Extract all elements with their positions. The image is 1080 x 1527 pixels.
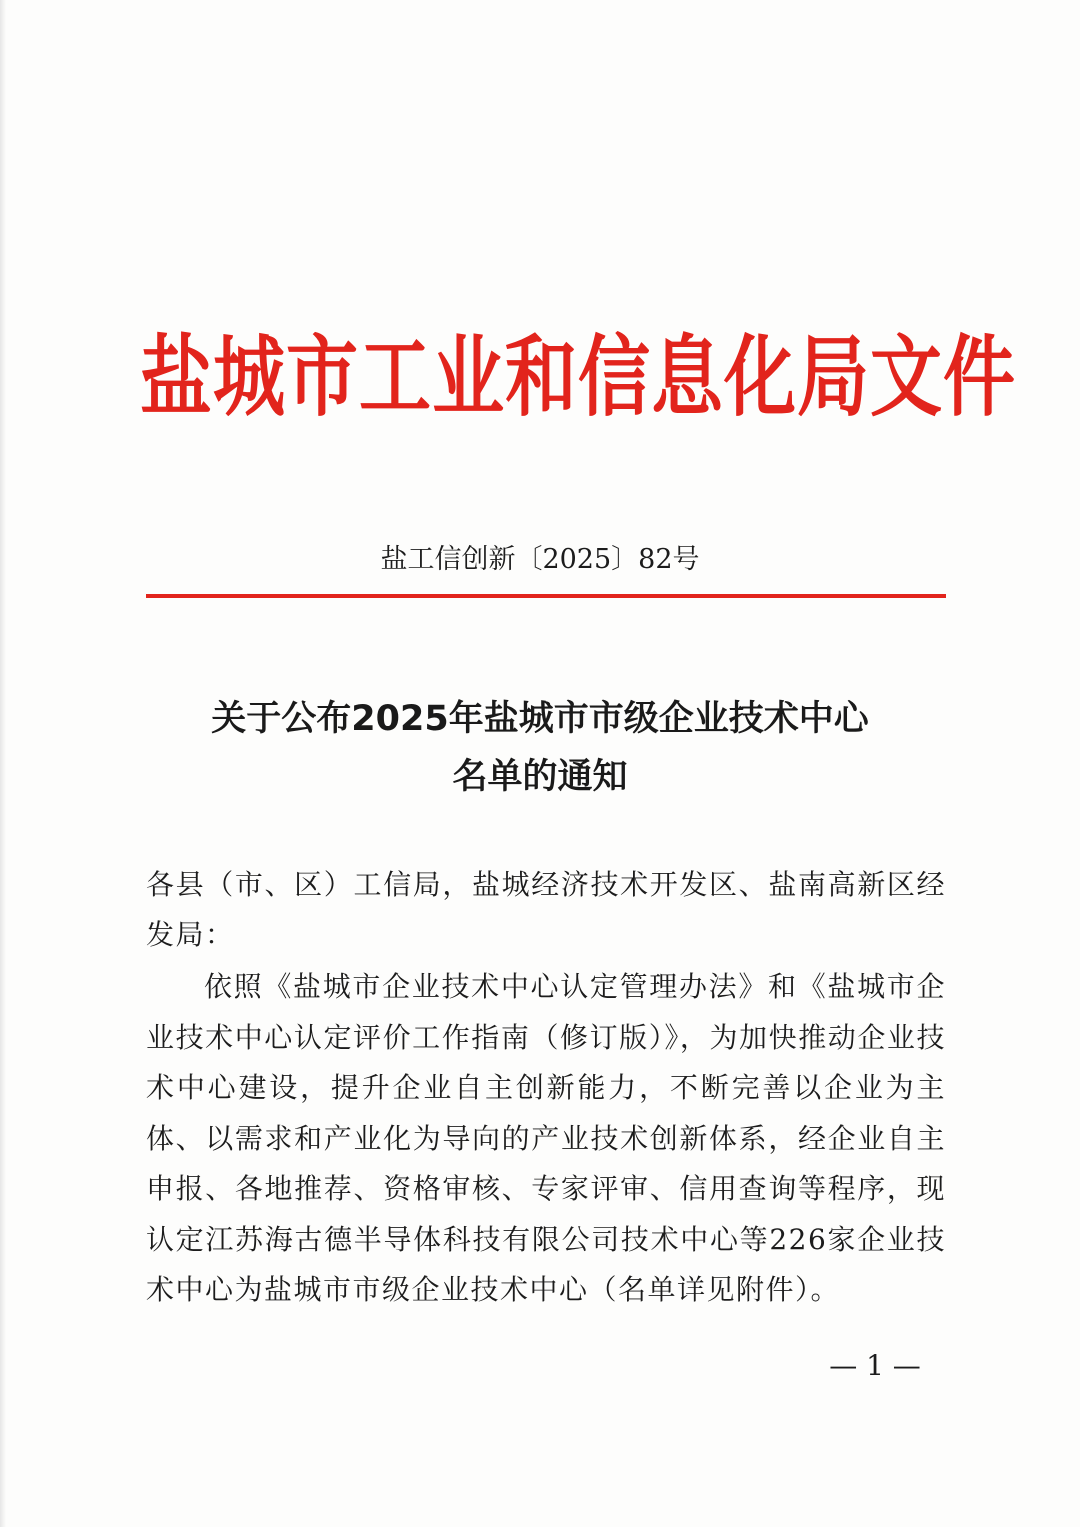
page-number: — 1 —: [829, 1349, 921, 1382]
masthead-title: 盐城市工业和信息化局文件: [140, 325, 1017, 429]
salutation: 各县（市、区）工信局，盐城经济技术开发区、盐南高新区经发局：: [146, 868, 946, 951]
notice-title: [120, 690, 960, 806]
document-number: 盐工信创新〔2025〕82号: [380, 544, 700, 575]
body-paragraph: 依照《盐城市企业技术中心认定管理办法》和《盐城市企业技术中心认定评价工作指南（修订版）》，为加快推动企业技术中心建设，提升企业自主创新能力，不断完善以企业为主体、以需求和产业化为导向的产业技术创新体系，经企业自主申报、各地推荐、资格审核、专家评审、信用查询等程序，现认定江苏海古德半导体科技有限公司技术中心等226家企业技术中心为盐城市市级企业技术中心（名单详见附件）。: [146, 970, 946, 1306]
notice-title-line-1: 关于公布2025年盐城市市级企业技术中心: [211, 699, 869, 739]
notice-title-line-2: 名单的通知: [452, 757, 628, 797]
red-divider-line: [146, 594, 946, 598]
scan-edge-shadow: [0, 0, 6, 1527]
